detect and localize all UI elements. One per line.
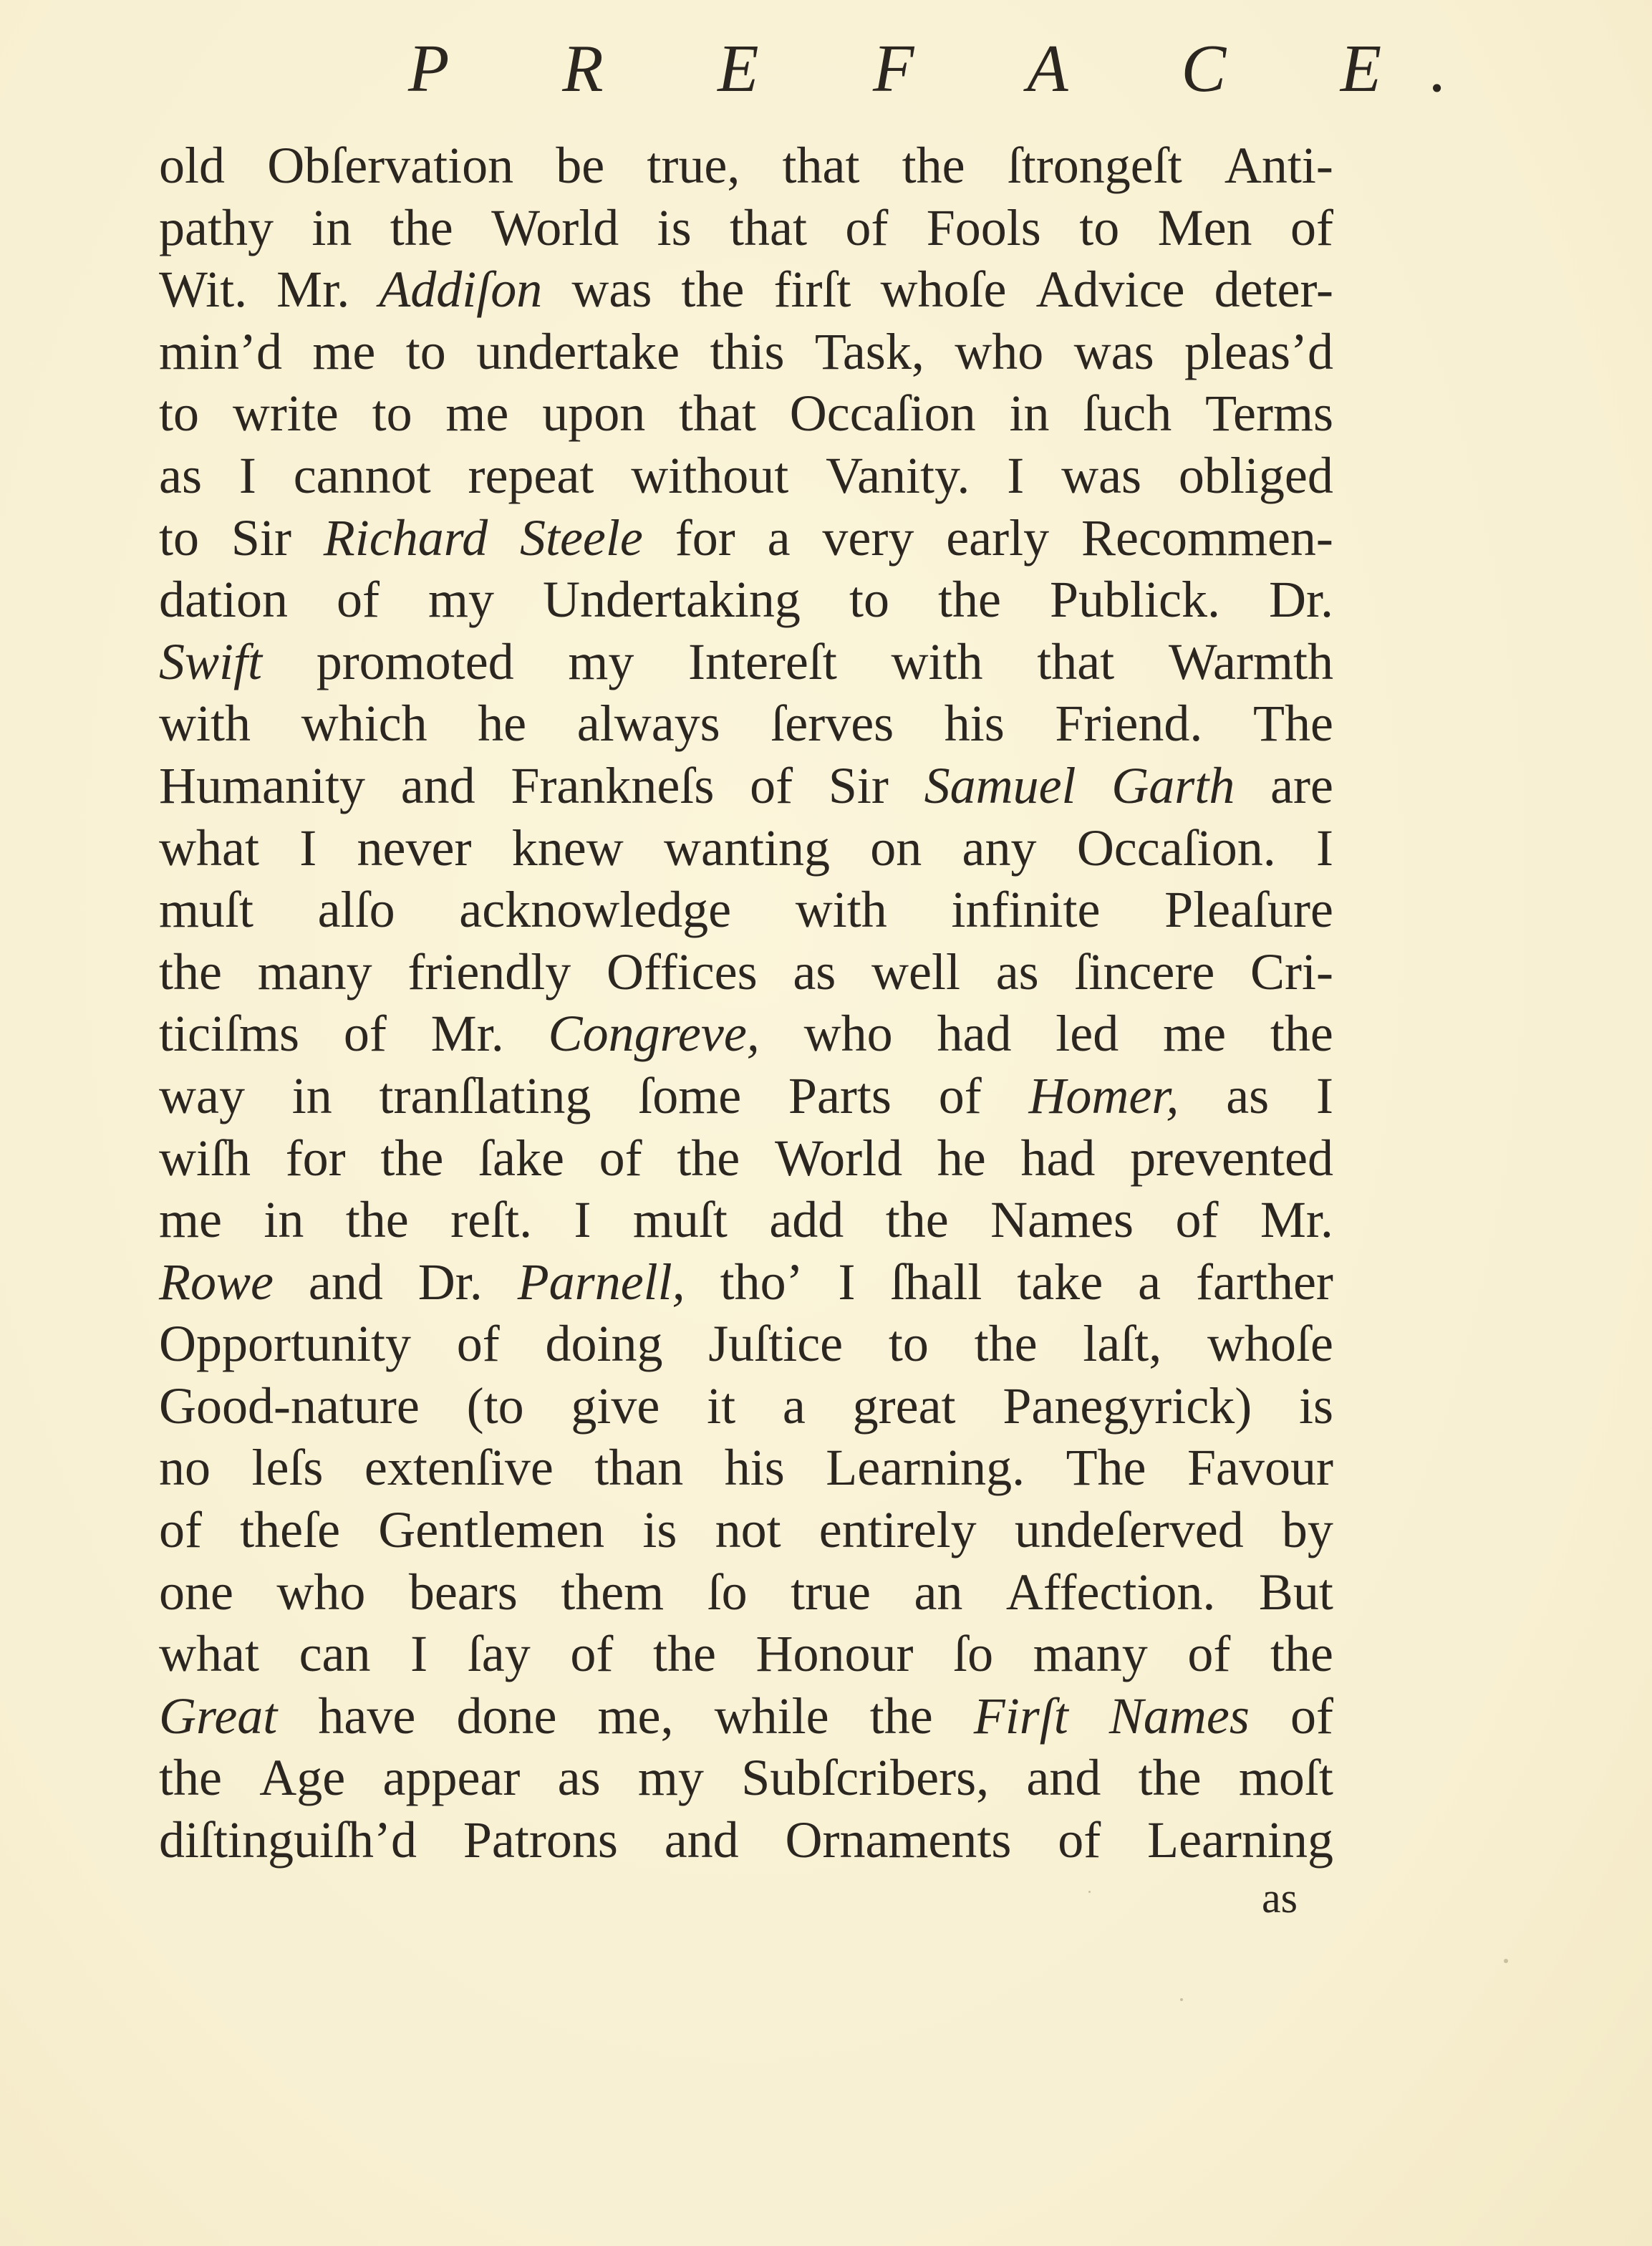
word: dation (159, 571, 288, 629)
text-line (159, 1375, 1333, 1437)
word: it (707, 1377, 736, 1435)
text-line (159, 445, 1333, 507)
word: laſt, (1083, 1315, 1162, 1373)
word: ſuch (1083, 385, 1172, 443)
word: ſake (478, 1129, 564, 1187)
word: the (390, 198, 453, 256)
italic-word: Swift (159, 632, 263, 690)
word: the (937, 571, 1001, 629)
word: Vanity. (826, 446, 970, 504)
word: his (724, 1439, 785, 1497)
italic-word: Names (1108, 1687, 1250, 1745)
word: the (159, 943, 222, 1001)
word: doing (545, 1315, 663, 1373)
text-line (159, 321, 1333, 383)
word: Wit. (159, 261, 248, 319)
word: give (571, 1377, 660, 1435)
word: I (238, 446, 256, 504)
italic-word: Steele (519, 509, 643, 567)
word: The (1066, 1439, 1146, 1497)
word: ſay (467, 1625, 531, 1683)
italic-word: Richard (323, 509, 488, 567)
word: ſerves (771, 695, 894, 753)
word: friendly (407, 943, 571, 1001)
word: is (657, 198, 692, 256)
word: ſo (953, 1625, 994, 1683)
word: many (257, 943, 372, 1001)
word: no (159, 1439, 211, 1497)
word: Pleaſure (1164, 881, 1333, 939)
paper-speck (1088, 1891, 1091, 1893)
text-line (159, 1127, 1333, 1190)
word: Opportunity (159, 1315, 411, 1373)
word: of (570, 1625, 614, 1683)
word: (to (466, 1377, 524, 1435)
word: the (652, 1625, 716, 1683)
word: me (1163, 1005, 1227, 1063)
word: min’d (159, 322, 282, 380)
word: to (159, 509, 200, 567)
word: I (299, 819, 317, 877)
word: tho’ (720, 1253, 803, 1311)
word: have (318, 1687, 416, 1745)
italic-word: Addiſon (379, 261, 543, 319)
word: alſo (317, 881, 395, 939)
word: of (336, 571, 380, 629)
italic-word: Congreve, (548, 1005, 760, 1063)
word: as (793, 943, 836, 1001)
word: Good-nature (159, 1377, 420, 1435)
text-line (159, 1747, 1333, 1809)
text-line (159, 941, 1333, 1003)
word: on (870, 819, 922, 877)
word: pleas’d (1184, 322, 1333, 380)
word: Mr. (1260, 1191, 1333, 1249)
word: whoſe (1207, 1315, 1333, 1373)
word: which (301, 695, 428, 753)
word: Undertaking (543, 571, 801, 629)
text-line (159, 507, 1333, 569)
word: that (679, 385, 756, 443)
word: Anti- (1224, 137, 1333, 194)
word: Publick. (1049, 571, 1220, 629)
word: what (159, 819, 259, 877)
word: any (962, 819, 1037, 877)
word: prevented (1130, 1129, 1333, 1187)
word: promoted (316, 632, 514, 690)
word: the (677, 1129, 740, 1187)
word: of (1187, 1625, 1231, 1683)
word: Mr. (276, 261, 350, 319)
word: had (1020, 1129, 1096, 1187)
word: never (357, 819, 472, 877)
word: the (1270, 1625, 1333, 1683)
word: than (594, 1439, 684, 1497)
word: is (1298, 1377, 1333, 1435)
word: to (405, 322, 446, 380)
word: Mr. (430, 1005, 504, 1063)
word: Juſtice (708, 1315, 844, 1373)
word: with (159, 695, 251, 753)
word: in (264, 1191, 304, 1249)
italic-word: Firſt (973, 1687, 1068, 1745)
word: I (410, 1625, 428, 1683)
word: a (782, 1377, 806, 1435)
word: acknowledge (459, 881, 732, 939)
word: by (1281, 1501, 1333, 1559)
word: Intereſt (687, 632, 837, 690)
word: and (1026, 1749, 1101, 1807)
word: Warmth (1168, 632, 1333, 690)
word: I (1315, 819, 1333, 877)
word: who (276, 1563, 366, 1621)
text-line (159, 1065, 1333, 1127)
text-line (159, 1809, 1333, 1871)
word: always (576, 695, 720, 753)
word: for (285, 1129, 346, 1187)
word: Honour (755, 1625, 914, 1683)
word: for (675, 509, 735, 567)
word: Men (1157, 198, 1252, 256)
word: Recommen- (1081, 509, 1333, 567)
word: them (561, 1563, 665, 1621)
word: the (1138, 1749, 1202, 1807)
word: done (456, 1687, 557, 1745)
word: led (1056, 1005, 1119, 1063)
word: the (902, 137, 965, 194)
word: and (664, 1811, 739, 1869)
word: of (750, 756, 793, 814)
word: leſs (251, 1439, 324, 1497)
word: Fools (926, 198, 1041, 256)
word: theſe (240, 1501, 341, 1559)
word: ſtrongeſt (1007, 137, 1182, 194)
word: he (937, 1129, 986, 1187)
word: Learning. (826, 1439, 1025, 1497)
word: that (782, 137, 860, 194)
word: infinite (951, 881, 1101, 939)
word: bears (408, 1563, 518, 1621)
word: I (1007, 446, 1025, 504)
word: he (478, 695, 527, 753)
word: as (995, 943, 1039, 1001)
word: very (822, 509, 914, 567)
word: was (571, 261, 652, 319)
word: great (852, 1377, 956, 1435)
word: way (159, 1066, 245, 1124)
text-line (159, 1189, 1333, 1251)
word: in (291, 1066, 332, 1124)
word: of (938, 1066, 982, 1124)
word: to (888, 1315, 929, 1373)
word: as (557, 1749, 601, 1807)
text-line (159, 1313, 1333, 1375)
word: Frankneſs (511, 756, 715, 814)
word: knew (511, 819, 624, 877)
running-head: P R E F A C E. (408, 32, 1496, 106)
word: diſtinguiſh’d (159, 1811, 417, 1869)
word: the (885, 1191, 949, 1249)
word: tranſlating (379, 1066, 591, 1124)
word: moſt (1238, 1749, 1333, 1807)
word: I (1315, 1066, 1333, 1124)
word: that (730, 198, 807, 256)
word: ticiſms (159, 1005, 299, 1063)
word: firſt (773, 261, 851, 319)
word: undertake (476, 322, 680, 380)
word: ſo (707, 1563, 748, 1621)
word: Panegyrick) (1003, 1377, 1252, 1435)
word: of (343, 1005, 387, 1063)
text-line (159, 755, 1333, 817)
word: ſincere (1074, 943, 1215, 1001)
word: I (574, 1191, 591, 1249)
word: as (159, 446, 202, 504)
word: Occaſion. (1076, 819, 1276, 877)
word: true, (647, 137, 740, 194)
word: an (914, 1563, 963, 1621)
italic-word: Samuel (924, 756, 1076, 814)
word: was (1073, 322, 1154, 380)
word: Occaſion (789, 385, 976, 443)
word: true (791, 1563, 871, 1621)
word: Sir (231, 509, 291, 567)
word: my (568, 632, 634, 690)
word: well (871, 943, 960, 1001)
word: obliged (1178, 446, 1333, 504)
word: muſt (159, 881, 254, 939)
word: while (714, 1687, 829, 1745)
word: to (849, 571, 889, 629)
word: my (637, 1749, 704, 1807)
text-line (159, 1561, 1333, 1624)
catchword: as (1262, 1874, 1298, 1922)
word: in (311, 198, 352, 256)
word: wanting (663, 819, 830, 877)
word: upon (542, 385, 646, 443)
word: Patrons (463, 1811, 618, 1869)
word: with (891, 632, 983, 690)
word: Subſcribers, (741, 1749, 990, 1807)
word: add (769, 1191, 844, 1249)
word: the (345, 1191, 409, 1249)
word: the (380, 1129, 444, 1187)
word: Names (990, 1191, 1134, 1249)
word: and (308, 1253, 383, 1311)
word: Sir (828, 756, 889, 814)
word: Learning (1147, 1811, 1333, 1869)
text-line (159, 1251, 1333, 1314)
word: Parts (788, 1066, 892, 1124)
text-line (159, 569, 1333, 631)
word: extenſive (364, 1439, 554, 1497)
word: of (1290, 1687, 1333, 1745)
word: as (1226, 1066, 1270, 1124)
word: write (232, 385, 339, 443)
word: that (1037, 632, 1115, 690)
word: farther (1196, 1253, 1333, 1311)
word: of (845, 198, 889, 256)
word: early (946, 509, 1050, 567)
text-line (159, 197, 1333, 259)
text-line (159, 879, 1333, 941)
word: can (299, 1625, 371, 1683)
word: muſt (632, 1191, 728, 1249)
text-line (159, 259, 1333, 321)
word: Humanity (159, 756, 365, 814)
word: of (1290, 198, 1333, 256)
word: deter- (1214, 261, 1333, 319)
paper-speck (1504, 1959, 1508, 1963)
text-line (159, 1623, 1333, 1685)
word: reſt. (450, 1191, 533, 1249)
word: had (937, 1005, 1012, 1063)
text-line (159, 135, 1333, 197)
word: is (642, 1501, 677, 1559)
word: who (955, 322, 1044, 380)
word: and (400, 756, 475, 814)
word: me (159, 1191, 222, 1249)
word: But (1258, 1563, 1333, 1621)
word: Affection. (1005, 1563, 1216, 1621)
word: repeat (468, 446, 594, 504)
word: Offices (607, 943, 758, 1001)
text-line (159, 382, 1333, 445)
text-line (159, 693, 1333, 755)
word: the (974, 1315, 1038, 1373)
paper-speck (1180, 1998, 1183, 2001)
word: undeſerved (1014, 1501, 1244, 1559)
word: Ornaments (785, 1811, 1012, 1869)
word: old (159, 137, 226, 194)
word: in (1009, 385, 1050, 443)
italic-word: Great (159, 1687, 278, 1745)
word: to (1079, 198, 1120, 256)
word: my (428, 571, 494, 629)
word: take (1017, 1253, 1103, 1311)
word: of (599, 1129, 642, 1187)
word: wiſh (159, 1129, 251, 1187)
word: are (1270, 756, 1333, 814)
word: The (1252, 695, 1333, 753)
word: this (710, 322, 785, 380)
word: ſome (638, 1066, 742, 1124)
text-line (159, 1499, 1333, 1561)
word: of (1058, 1811, 1101, 1869)
word: entirely (818, 1501, 977, 1559)
word: who (803, 1005, 893, 1063)
word: World (491, 198, 619, 256)
word: Advice (1035, 261, 1185, 319)
word: the (1270, 1005, 1333, 1063)
word: a (1138, 1253, 1161, 1311)
word: I (838, 1253, 856, 1311)
word: Dr. (1268, 571, 1333, 629)
word: pathy (159, 198, 274, 256)
italic-word: Parnell, (517, 1253, 685, 1311)
word: was (1061, 446, 1142, 504)
word: Favour (1187, 1439, 1333, 1497)
word: whoſe (880, 261, 1007, 319)
word: one (159, 1563, 233, 1621)
body-text (159, 135, 1333, 1871)
word: be (556, 137, 605, 194)
word: Terms (1205, 385, 1333, 443)
word: not (715, 1501, 781, 1559)
text-line (159, 1685, 1333, 1748)
word: Age (259, 1749, 346, 1807)
italic-word: Homer, (1028, 1066, 1179, 1124)
word: Gentlemen (378, 1501, 605, 1559)
word: World (774, 1129, 903, 1187)
word: without (631, 446, 789, 504)
text-line (159, 1437, 1333, 1499)
italic-word: Garth (1111, 756, 1235, 814)
word: of (456, 1315, 500, 1373)
word: with (795, 881, 887, 939)
word: Friend. (1055, 695, 1203, 753)
word: Task, (814, 322, 924, 380)
word: me, (597, 1687, 674, 1745)
word: to (372, 385, 412, 443)
word: the (159, 1749, 222, 1807)
word: me (445, 385, 509, 443)
word: many (1033, 1625, 1148, 1683)
text-line (159, 631, 1333, 693)
italic-word: Rowe (159, 1253, 274, 1311)
word: cannot (293, 446, 431, 504)
word: Dr. (417, 1253, 483, 1311)
word: of (1175, 1191, 1219, 1249)
word: ſhall (890, 1253, 982, 1311)
word: me (312, 322, 376, 380)
word: Obſervation (267, 137, 514, 194)
word: to (159, 385, 200, 443)
word: his (944, 695, 1005, 753)
word: the (681, 261, 745, 319)
word: Cri- (1250, 943, 1333, 1001)
text-line (159, 817, 1333, 879)
word: the (869, 1687, 933, 1745)
word: of (159, 1501, 202, 1559)
word: a (767, 509, 791, 567)
word: appear (382, 1749, 521, 1807)
text-line (159, 1003, 1333, 1065)
word: what (159, 1625, 259, 1683)
